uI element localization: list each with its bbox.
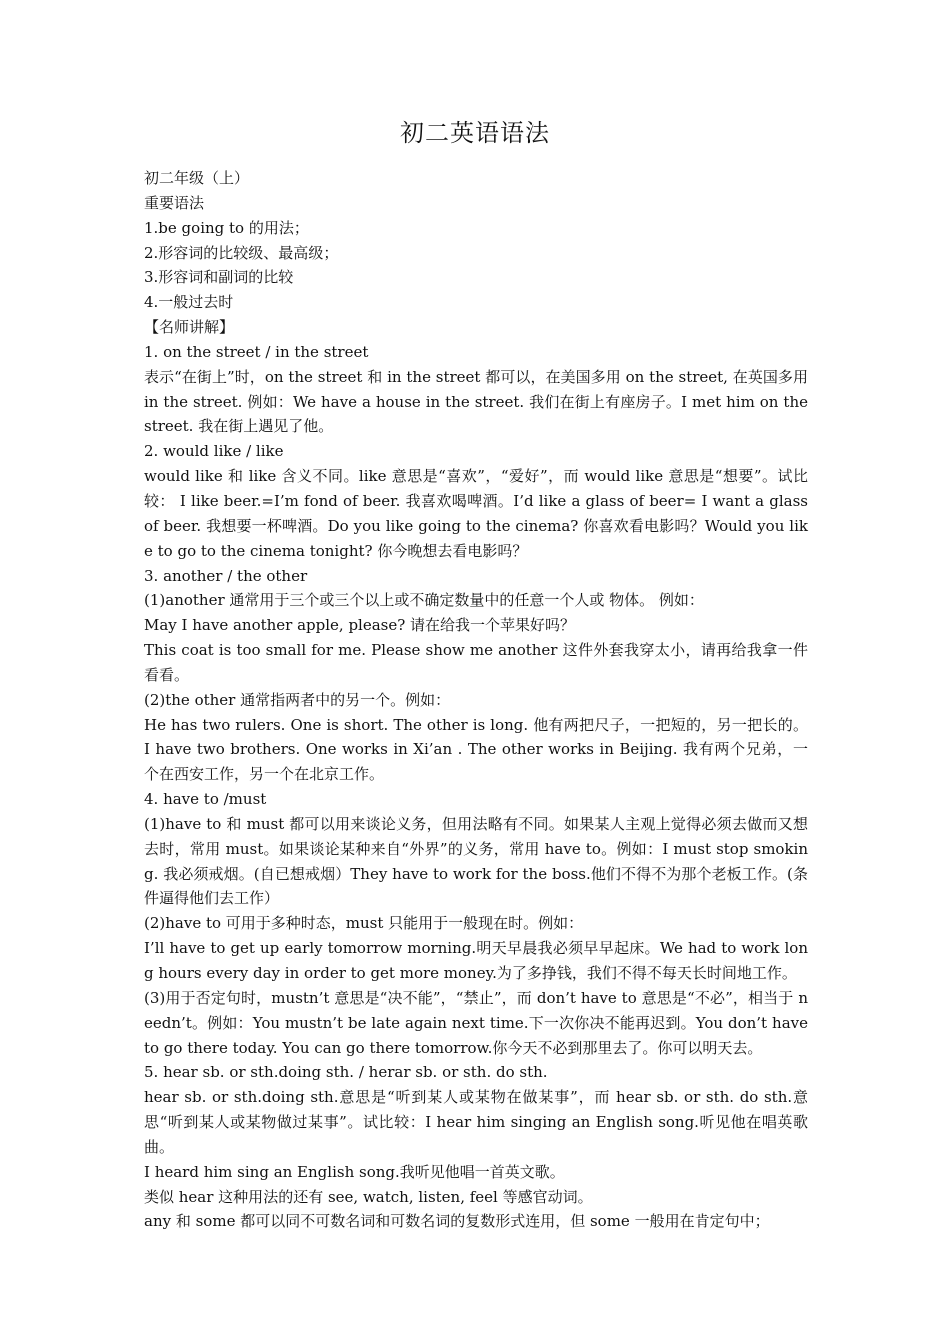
paragraph: (3)用于否定句时，mustn’t 意思是“决不能”，“禁止”，而 don’t have to 意思是“不必”，相当于 needn’t。例如：You mustn’t be late again next time.下一次你决不能再迟到。You don’t have to go there today. You can go there tomorrow.你今天不必到那里去了。你可以明天去。 [144,988,808,1057]
paragraph: (1)have to 和 must 都可以用来谈论义务，但用法略有不同。如果某人主观上觉得必须去做而又想去时，常用 must。如果谈论某种来自“外界”的义务，常用 have to。例如：I must stop smoking. 我必须戒烟。(自已想戒烟）They have to work for the boss.他们不得不为那个老板工作。(条件逼得他们去工作） [144,814,808,908]
paragraph: 4.一般过去时 [144,293,234,312]
paragraph: 表示“在街上”时，on the street 和 in the street 都可以，在美国多用 on the street, 在英国多用 in the street. 例如：We have a house in the street. 我们在街上有座房子。I met him on the street. 我在街上遇见了他。 [144,367,808,436]
paragraph: (1)another 通常用于三个或三个以上或不确定数量中的任意一个人或 物体。 例如： [144,591,704,610]
document-title: 初二英语语法 [400,119,550,147]
paragraph: 1.be going to 的用法； [144,218,309,237]
paragraph: hear sb. or sth.doing sth.意思是“听到某人或某物在做某事”，而 hear sb. or sth. do sth.意思“听到某人或某物做过某事”。试比较：I hear him singing an English song.听见他在唱英歌曲。 [144,1088,808,1156]
paragraph: (2)the other 通常指两者中的另一个。例如： [144,690,451,709]
paragraph: 【名师讲解】 [144,318,235,337]
paragraph: 2. would like / like [144,442,284,461]
paragraph: 类似 hear 这种用法的还有 see, watch, listen, feel 等感官动词。 [144,1187,593,1206]
paragraph: 3.形容词和副词的比较 [144,268,294,287]
paragraph: would like 和 like 含义不同。like 意思是“喜欢”，“爱好”，而 would like 意思是“想要”。试比较： I like beer.=I’m fond of beer. 我喜欢喝啤酒。I’d like a glass of beer= I want a glass of beer. 我想要一杯啤酒。Do you like going to the cinema? 你喜欢看电影吗？Would you like to go to the cinema tonight? 你今晚想去看电影吗？ [144,467,808,560]
paragraph: 1. on the street / in the street [144,342,369,361]
paragraph: 2.形容词的比较级、最高级； [144,243,339,262]
paragraph: 3. another / the other [144,566,308,585]
paragraph: 初二年级（上） [144,169,250,187]
paragraph: 5. hear sb. or sth.doing sth. / herar sb. or sth. do sth. [144,1063,548,1082]
paragraph: 4. have to /must [144,790,267,809]
paragraph: May I have another apple, please? 请在给我一个苹果好吗？ [144,616,576,635]
paragraph: 重要语法 [144,193,205,212]
paragraph: He has two rulers. One is short. The other is long. 他有两把尺子，一把短的，另一把长的。 I have two brothers. One works in Xi’an . The other works in Beijing. 我有两个兄弟，一个在西安工作，另一个在北京工作。 [144,715,808,784]
paragraph: This coat is too small for me. Please show me another 这件外套我穿太小，请再给我拿一件看看。 [144,641,808,684]
paragraph: I’ll have to get up early tomorrow morning.明天早晨我必须早早起床。We had to work long hours every day in order to get more money.为了多挣钱，我们不得不每天长时间地工作。 [144,939,808,982]
document-body [144,166,808,1234]
paragraph: I heard him sing an English song.我听见他唱一首英文歌。 [144,1162,565,1181]
paragraph: any 和 some 都可以同不可数名词和可数名词的复数形式连用，但 some 一般用在肯定句中； [144,1212,770,1231]
paragraph: (2)have to 可用于多种时态，must 只能用于一般现在时。例如： [144,914,584,933]
